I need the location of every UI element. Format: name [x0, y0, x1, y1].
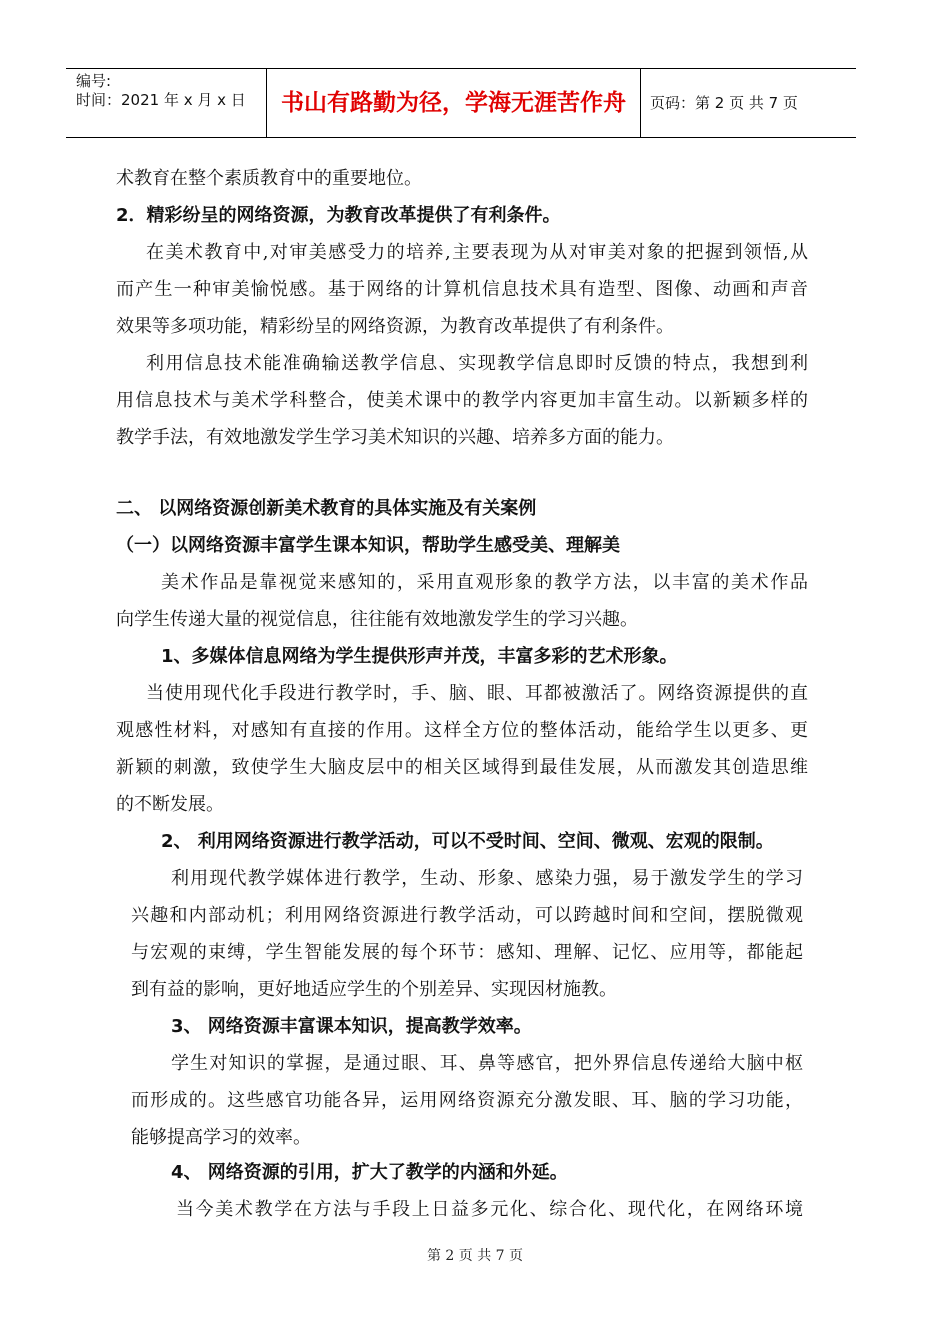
subsection-heading: （一）以网络资源丰富学生课本知识，帮助学生感受美、理解美	[116, 535, 620, 556]
body-line: 效果等多项功能，精彩纷呈的网络资源，为教育改革提供了有利条件。	[116, 316, 674, 337]
body-line: 向学生传递大量的视觉信息，往往能有效地激发学生的学习兴趣。	[116, 609, 638, 630]
body-line: 当使用现代化手段进行教学时，手、脑、眼、耳都被激活了。网络资源提供的直	[146, 683, 808, 704]
body-line: 新颖的刺激，致使学生大脑皮层中的相关区域得到最佳发展，从而激发其创造思维	[116, 757, 808, 778]
item-heading: 1、多媒体信息网络为学生提供形声并茂，丰富多彩的艺术形象。	[161, 646, 678, 667]
code-label: 编号:	[76, 72, 112, 90]
item-heading: 4、 网络资源的引用，扩大了教学的内涵和外延。	[171, 1162, 568, 1183]
time-label: 时间：2021 年 x 月 x 日	[76, 91, 246, 109]
body-line: 的不断发展。	[116, 794, 224, 815]
body-line: 用信息技术与美术学科整合，使美术课中的教学内容更加丰富生动。以新颖多样的	[116, 390, 808, 411]
chapter-heading: 二、 以网络资源创新美术教育的具体实施及有关案例	[116, 498, 537, 519]
body-line: 利用信息技术能准确输送教学信息、实现教学信息即时反馈的特点，我想到利	[146, 353, 808, 374]
section-heading: 2．精彩纷呈的网络资源，为教育改革提供了有利条件。	[116, 205, 561, 226]
item-heading: 2、 利用网络资源进行教学活动，可以不受时间、空间、微观、宏观的限制。	[161, 831, 774, 852]
body-line: 术教育在整个素质教育中的重要地位。	[116, 168, 422, 189]
body-line: 当今美术教学在方法与手段上日益多元化、综合化、现代化，在网络环境	[176, 1199, 803, 1220]
header-divider-right	[640, 69, 641, 137]
header-meta	[76, 72, 246, 110]
page-header	[66, 68, 856, 138]
body-line: 利用现代教学媒体进行教学，生动、形象、感染力强，易于激发学生的学习	[171, 868, 803, 889]
item-heading: 3、 网络资源丰富课本知识，提高教学效率。	[171, 1016, 532, 1037]
header-motto: 书山有路勤为径，学海无涯苦作舟	[281, 90, 626, 116]
page-footer: 第 2 页 共 7 页	[426, 1248, 524, 1264]
header-page-code: 页码：第 2 页 共 7 页	[650, 94, 798, 112]
body-line: 在美术教育中,对审美感受力的培养,主要表现为从对审美对象的把握到领悟,从	[146, 242, 808, 263]
body-line: 观感性材料，对感知有直接的作用。这样全方位的整体活动，能给学生以更多、更	[116, 720, 808, 741]
body-line: 而形成的。这些感官功能各异，运用网络资源充分激发眼、耳、脑的学习功能，	[131, 1090, 803, 1111]
body-line: 能够提高学习的效率。	[131, 1127, 311, 1148]
body-line: 而产生一种审美愉悦感。基于网络的计算机信息技术具有造型、图像、动画和声音	[116, 279, 808, 300]
body-line: 美术作品是靠视觉来感知的，采用直观形象的教学方法，以丰富的美术作品	[161, 572, 808, 593]
body-line: 兴趣和内部动机；利用网络资源进行教学活动，可以跨越时间和空间，摆脱微观	[131, 905, 803, 926]
body-line: 与宏观的束缚，学生智能发展的每个环节：感知、理解、记忆、应用等，都能起	[131, 942, 803, 963]
body-line: 教学手法，有效地激发学生学习美术知识的兴趣、培养多方面的能力。	[116, 427, 674, 448]
body-line: 到有益的影响，更好地适应学生的个别差异、实现因材施教。	[131, 979, 617, 1000]
body-line: 学生对知识的掌握，是通过眼、耳、鼻等感官，把外界信息传递给大脑中枢	[171, 1053, 803, 1074]
